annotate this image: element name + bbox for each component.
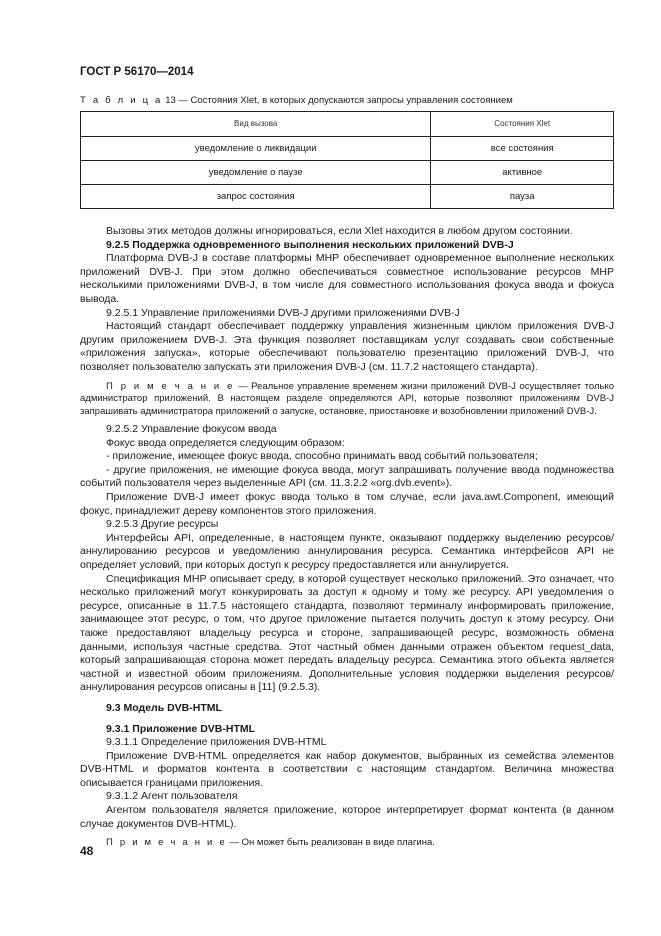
body-text	[80, 225, 614, 855]
note-text: — Он может быть реализован в виде плагина.	[226, 837, 435, 849]
subsection-heading-9-2-5-3: 9.2.5.3 Другие ресурсы	[106, 518, 219, 531]
paragraph-9-3-1-1: Приложение DVB-HTML определяется как набор документов, выбранных из семейства элементов DVB-HTML и форматов контента в соответствии с настоящим стандартом. Величина множества описывается границами приложения.	[80, 749, 614, 789]
note-label: П р и м е ч а н и е	[106, 837, 227, 849]
list-item: - другие приложения, не имеющие фокуса ввода, могут запрашивать получение ввода подмножества событий пользователя через выделенные API (см. 11.3.2.2 «org.dvb.event»).	[80, 463, 614, 490]
table-header-row	[81, 112, 614, 137]
table-cell: запрос состояния	[81, 185, 431, 209]
table-cell: пауза	[431, 185, 614, 209]
spacer	[80, 695, 614, 702]
list-item: - приложение, имеющее фокус ввода, способно принимать ввод событий пользователя;	[106, 450, 538, 463]
table-row	[81, 161, 614, 185]
table-caption	[80, 94, 513, 108]
paragraph-9-3-1-2: Агентом пользователя является приложение, которое интерпретирует формат контента (в данном случае документов DVB-HTML).	[80, 804, 614, 830]
paragraph-9-2-5-1: Настоящий стандарт обеспечивает поддержку управления жизненным циклом приложения DVB-J другим приложением DVB-J. Эта функция позволяет поставщикам услуг создавать свои собственные «приложения запуска», которые обеспечивают пользователю презентацию приложений DVB-J, что позволяет пользователю запускать эти приложения DVB-J (см. 11.7.2 настоящего стандарта).	[80, 320, 614, 373]
section-heading-9-3: 9.3 Модель DVB-HTML	[106, 701, 222, 714]
table-caption-text: 13 — Состояния Xlet, в которых допускаются запросы управления состоянием	[165, 95, 513, 106]
table-row	[81, 137, 614, 161]
page-number: 48	[80, 844, 94, 858]
note-label: П р и м е ч а н и е	[106, 380, 235, 392]
paragraph-input-focus: Приложение DVB-J имеет фокус ввода только в том случае, если java.awt.Component, имеющий фокус, принадлежит дереву компонентов этого приложения.	[80, 491, 614, 517]
section-heading-9-2-5: 9.2.5 Поддержка одновременного выполнения нескольких приложений DVB-J	[106, 238, 514, 251]
subsection-heading-9-3-1-2: 9.3.1.2 Агент пользователя	[106, 790, 238, 803]
subsection-heading-9-2-5-1: 9.2.5.1 Управление приложениями DVB-J другими приложениями DVB-J	[106, 306, 460, 319]
table-cell: уведомление о ликвидации	[81, 137, 431, 161]
paragraph-9-2-5-3-b: Спецификация МНР описывает среду, в которой существует несколько приложений. Это означает, что несколько приложений могут конкурировать за доступ к одному и тому же ресурсу. API уведомления о ресурсе, описанные в 11.7.5 настоящего стандарта, позволяют терминалу информировать приложение, занимающее этот ресурс, о том, что другое приложение пытается получить доступ к этому ресурсу. Они также предоставляют владельцу ресурса и стороне, запрашивающей ресурс, возможность обмена данными, используя частные средства. Этот частный обмен данными отражен объектом request_data, который запрашивающая сторона может передать владельцу ресурса. Семантика этого объекта является частной и известной обоим приложениям. Дополнительные условия поддержки выделения ресурсов/аннулирования ресурсов описаны в [11] (9.2.5.3).	[80, 572, 614, 694]
table-cell: уведомление о паузе	[81, 161, 431, 185]
xlet-states-table	[80, 111, 614, 209]
subsection-heading-9-2-5-2: 9.2.5.2 Управление фокусом ввода	[106, 423, 277, 436]
document-header: ГОСТ Р 56170—2014	[80, 66, 194, 78]
paragraph-9-2-5-2-intro: Фокус ввода определяется следующим образом:	[106, 436, 345, 449]
paragraph-ignore-calls: Вызовы этих методов должны игнорироваться, если Xlet находится в любом другом состоянии.	[106, 225, 573, 237]
column-header-call-type: Вид вызова	[81, 112, 431, 137]
table-caption-label: Т а б л и ц а	[80, 95, 163, 106]
paragraph-9-2-5: Платформа DVB-J в составе платформы МНР обеспечивает одновременное выполнение нескольких приложений DVB-J. При этом должно обеспечиваться совместное использование ресурсов МНР несколькими приложениями DVB-J, в том числе для совместного использования фокуса ввода и фокуса вывода.	[80, 252, 614, 305]
note-text: — Реальное управление временем жизни приложений DVB-J осуществляет только администратор приложений. В настоящем разделе определяются API, которые позволяют приложениям DVB-J запрашивать администратора приложений о запуске, остановке, приостановке и возобновлении приложений DVB-J.	[80, 380, 614, 417]
section-heading-9-3-1: 9.3.1 Приложение DVB-HTML	[106, 722, 256, 735]
note-app-manager	[80, 381, 614, 419]
subsection-heading-9-3-1-1: 9.3.1.1 Определение приложения DVB-HTML	[106, 736, 327, 749]
paragraph-9-2-5-3-a: Интерфейсы API, определенные, в настоящем пункте, оказывают поддержку выделению ресурсов/аннулированию ресурсов и уведомлению аннулирования ресурса. Семантика интерфейсов API не определяет условий, при которых доступ к ресурсу предоставляется или аннулируется.	[80, 531, 614, 571]
table-cell: все состояния	[431, 137, 614, 161]
table-row	[81, 185, 614, 209]
note-plugin	[80, 837, 614, 850]
table-cell: активное	[431, 161, 614, 185]
spacer	[80, 716, 614, 723]
column-header-xlet-states: Состояния Xlet	[431, 112, 614, 137]
